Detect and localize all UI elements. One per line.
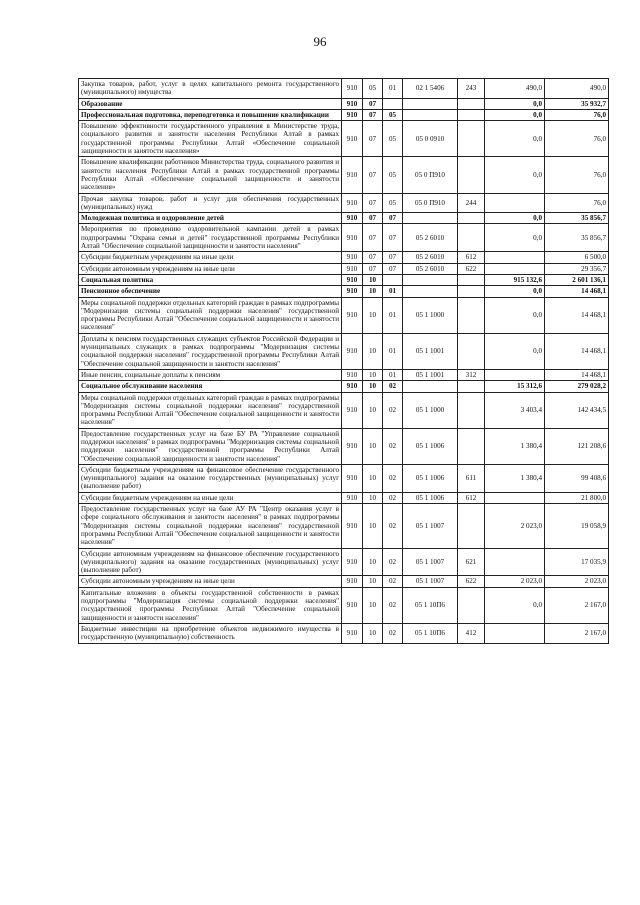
admin-code: 910 [342, 392, 363, 428]
section-code: 10 [363, 297, 383, 333]
target-article-code: 05 0 П910 [403, 157, 458, 193]
subsection-code: 07 [383, 252, 403, 263]
row-name: Образование [79, 98, 342, 109]
table-row [79, 121, 609, 157]
section-code: 10 [363, 464, 383, 492]
target-article-code: 05 0 П910 [403, 193, 458, 213]
subsection-code: 02 [383, 392, 403, 428]
subsection-code: 01 [383, 333, 403, 369]
table-row [79, 224, 609, 252]
section-code: 10 [363, 587, 383, 623]
target-article-code: 05 2 6010 [403, 263, 458, 274]
admin-code: 910 [342, 98, 363, 109]
row-name: Прочая закупка товаров, работ и услуг для обеспечения государственных (муниципальных) нужд [79, 193, 342, 213]
table-row [79, 213, 609, 224]
admin-code: 910 [342, 213, 363, 224]
target-article-code [403, 98, 458, 109]
expense-type-code: 612 [458, 252, 485, 263]
target-article-code: 05 0 0910 [403, 121, 458, 157]
expense-type-code [458, 504, 485, 548]
amount-1 [485, 252, 545, 263]
table-row [79, 193, 609, 213]
amount-2: 2 167,0 [545, 587, 609, 623]
expense-type-code [458, 121, 485, 157]
row-name: Пенсионное обеспечение [79, 286, 342, 297]
admin-code: 910 [342, 504, 363, 548]
amount-1 [485, 369, 545, 380]
expense-type-code [458, 98, 485, 109]
admin-code: 910 [342, 157, 363, 193]
target-article-code: 05 1 1000 [403, 297, 458, 333]
amount-2: 17 035,9 [545, 548, 609, 576]
admin-code: 910 [342, 252, 363, 263]
row-name: Мероприятия по проведению оздоровительной кампании детей в рамках подпрограммы "Охрана семьи и детей" государственной программы Республики Алтай "Обеспечение социальной защищенности и занятости населения" [79, 224, 342, 252]
expense-type-code [458, 274, 485, 285]
section-code: 10 [363, 492, 383, 503]
target-article-code: 05 1 1006 [403, 492, 458, 503]
amount-2: 76,0 [545, 109, 609, 120]
target-article-code: 05 1 1007 [403, 576, 458, 587]
table-row [79, 79, 609, 99]
amount-1: 1 380,4 [485, 464, 545, 492]
amount-1 [485, 492, 545, 503]
table-row [79, 286, 609, 297]
amount-1: 0,0 [485, 286, 545, 297]
amount-2: 21 800,0 [545, 492, 609, 503]
admin-code: 910 [342, 381, 363, 392]
section-code: 07 [363, 109, 383, 120]
subsection-code: 02 [383, 504, 403, 548]
row-name: Бюджетные инвестиции на приобретение объектов недвижимого имущества в государственную (муниципальную) собственность [79, 623, 342, 643]
amount-1: 915 132,6 [485, 274, 545, 285]
admin-code: 910 [342, 193, 363, 213]
amount-2: 490,0 [545, 79, 609, 99]
section-code: 10 [363, 428, 383, 464]
row-name: Субсидии автономным учреждениям на иные цели [79, 263, 342, 274]
subsection-code: 05 [383, 121, 403, 157]
amount-1 [485, 548, 545, 576]
table-row [79, 504, 609, 548]
target-article-code: 05 1 1007 [403, 548, 458, 576]
subsection-code: 02 [383, 587, 403, 623]
row-name: Субсидии автономным учреждениям на иные цели [79, 576, 342, 587]
expense-type-code [458, 224, 485, 252]
subsection-code: 05 [383, 193, 403, 213]
target-article-code: 05 1 1006 [403, 428, 458, 464]
admin-code: 910 [342, 492, 363, 503]
amount-1: 1 380,4 [485, 428, 545, 464]
expense-type-code: 412 [458, 623, 485, 643]
row-name: Повышение эффективности государственного управления в Министерстве труда, социального развития и занятости населения Республики Алтай в рамках государственной программы Республики Алтай «Обеспечение социальной защищенности и занятости населения» [79, 121, 342, 157]
target-article-code: 05 1 1007 [403, 504, 458, 548]
section-code: 10 [363, 369, 383, 380]
subsection-code [383, 274, 403, 285]
row-name: Социальное обслуживание населения [79, 381, 342, 392]
amount-2: 2 167,0 [545, 623, 609, 643]
subsection-code: 07 [383, 224, 403, 252]
amount-1: 0,0 [485, 213, 545, 224]
amount-1: 0,0 [485, 333, 545, 369]
admin-code: 910 [342, 623, 363, 643]
amount-1: 3 403,4 [485, 392, 545, 428]
table-row [79, 428, 609, 464]
section-code: 10 [363, 381, 383, 392]
amount-2: 14 468,1 [545, 297, 609, 333]
row-name: Иные пенсии, социальные доплаты к пенсиям [79, 369, 342, 380]
table-row [79, 392, 609, 428]
amount-2: 2 601 136,1 [545, 274, 609, 285]
amount-2: 142 434,5 [545, 392, 609, 428]
subsection-code: 01 [383, 286, 403, 297]
subsection-code: 05 [383, 109, 403, 120]
expense-type-code [458, 587, 485, 623]
amount-1: 2 023,0 [485, 576, 545, 587]
expense-type-code: 312 [458, 369, 485, 380]
page-number: 96 [313, 34, 327, 49]
subsection-code: 02 [383, 548, 403, 576]
expense-type-code: 611 [458, 464, 485, 492]
expense-type-code [458, 333, 485, 369]
admin-code: 910 [342, 121, 363, 157]
amount-2: 14 468,1 [545, 286, 609, 297]
expense-type-code: 244 [458, 193, 485, 213]
admin-code: 910 [342, 109, 363, 120]
target-article-code: 05 1 1001 [403, 369, 458, 380]
section-code: 10 [363, 504, 383, 548]
admin-code: 910 [342, 587, 363, 623]
target-article-code: 05 1 1001 [403, 333, 458, 369]
amount-1: 0,0 [485, 224, 545, 252]
admin-code: 910 [342, 79, 363, 99]
table-row [79, 274, 609, 285]
section-code: 07 [363, 121, 383, 157]
section-code: 07 [363, 193, 383, 213]
section-code: 10 [363, 286, 383, 297]
subsection-code: 01 [383, 297, 403, 333]
row-name: Меры социальной поддержки отдельных категорий граждан в рамках подпрограммы "Модернизация системы социальной поддержки населения" государственной программы Республики Алтай "Обеспечение социальной защищенности и занятости населения" [79, 392, 342, 428]
expense-type-code [458, 286, 485, 297]
admin-code: 910 [342, 576, 363, 587]
table-row [79, 333, 609, 369]
expense-type-code [458, 392, 485, 428]
subsection-code: 02 [383, 623, 403, 643]
table-row [79, 157, 609, 193]
table-row [79, 98, 609, 109]
subsection-code: 07 [383, 213, 403, 224]
target-article-code [403, 213, 458, 224]
target-article-code: 05 2 6010 [403, 252, 458, 263]
expense-type-code: 243 [458, 79, 485, 99]
subsection-code: 05 [383, 157, 403, 193]
section-code: 10 [363, 333, 383, 369]
amount-1: 490,0 [485, 79, 545, 99]
expense-type-code [458, 428, 485, 464]
row-name: Субсидии бюджетным учреждениям на финансовое обеспечение государственного (муниципального) задания на оказание государственных (муниципальных) услуг (выполнение работ) [79, 464, 342, 492]
table-row [79, 492, 609, 503]
expense-type-code [458, 297, 485, 333]
amount-1: 0,0 [485, 297, 545, 333]
target-article-code [403, 274, 458, 285]
table-row [79, 623, 609, 643]
section-code: 10 [363, 274, 383, 285]
amount-2: 35 856,7 [545, 224, 609, 252]
admin-code: 910 [342, 224, 363, 252]
expense-type-code: 621 [458, 548, 485, 576]
amount-2: 35 932,7 [545, 98, 609, 109]
amount-2: 76,0 [545, 157, 609, 193]
section-code: 07 [363, 213, 383, 224]
section-code: 10 [363, 576, 383, 587]
expense-type-code: 622 [458, 576, 485, 587]
row-name: Молодежная политика и оздоровление детей [79, 213, 342, 224]
expense-type-code [458, 157, 485, 193]
amount-2: 35 856,7 [545, 213, 609, 224]
table-row [79, 369, 609, 380]
row-name: Предоставление государственных услуг на базе АУ РА "Центр оказания услуг в сфере социального обслуживания и занятости населения" в рамках подпрограммы "Модернизация системы социальной поддержки населения" государственной программы Республики Алтай "Обеспечение социальной защищенности и занятости населения" [79, 504, 342, 548]
target-article-code: 05 1 1000 [403, 392, 458, 428]
subsection-code: 02 [383, 381, 403, 392]
admin-code: 910 [342, 333, 363, 369]
amount-2: 76,0 [545, 193, 609, 213]
section-code: 05 [363, 79, 383, 99]
admin-code: 910 [342, 286, 363, 297]
expense-type-code [458, 213, 485, 224]
subsection-code: 02 [383, 428, 403, 464]
admin-code: 910 [342, 464, 363, 492]
row-name: Доплаты к пенсиям государственных служащих субъектов Российской Федерации и муниципальных служащих в рамках подпрограммы "Модернизация системы социальной поддержки населения" государственной программы Республики Алтай "Обеспечение социальной защищенности и занятости населения" [79, 333, 342, 369]
section-code: 07 [363, 224, 383, 252]
amount-1: 2 023,0 [485, 504, 545, 548]
table-row [79, 252, 609, 263]
section-code: 07 [363, 98, 383, 109]
amount-1 [485, 623, 545, 643]
section-code: 10 [363, 392, 383, 428]
amount-2: 19 058,9 [545, 504, 609, 548]
target-article-code [403, 286, 458, 297]
row-name: Капитальные вложения в объекты государственной собственности в рамках подпрограммы "Модернизация системы социальной поддержки населения" государственной программы Республики Алтай "Обеспечение социальной защищенности и занятости населения" [79, 587, 342, 623]
amount-2: 14 468,1 [545, 333, 609, 369]
expense-type-code [458, 109, 485, 120]
subsection-code [383, 98, 403, 109]
amount-2: 99 408,6 [545, 464, 609, 492]
target-article-code: 05 1 10П6 [403, 623, 458, 643]
amount-1 [485, 193, 545, 213]
admin-code: 910 [342, 297, 363, 333]
amount-1: 0,0 [485, 98, 545, 109]
subsection-code: 01 [383, 79, 403, 99]
admin-code: 910 [342, 369, 363, 380]
amount-2: 6 500,0 [545, 252, 609, 263]
target-article-code: 05 1 1006 [403, 464, 458, 492]
row-name: Меры социальной поддержки отдельных категорий граждан в рамках подпрограммы "Модернизация системы социальной поддержки населения" государственной программы Республики Алтай "Обеспечение социальной защищенности и занятости населения" [79, 297, 342, 333]
expense-type-code: 622 [458, 263, 485, 274]
target-article-code: 02 1 5406 [403, 79, 458, 99]
row-name: Субсидии бюджетным учреждениям на иные цели [79, 492, 342, 503]
subsection-code: 02 [383, 464, 403, 492]
section-code: 10 [363, 548, 383, 576]
target-article-code [403, 109, 458, 120]
row-name: Повышение квалификации работников Министерства труда, социального развития и занятости населения Республики Алтай в рамках государственной программы Республики Алтай «Обеспечение социальной защищенности и занятости населения» [79, 157, 342, 193]
table-row [79, 297, 609, 333]
row-name: Субсидии бюджетным учреждениям на иные цели [79, 252, 342, 263]
amount-2: 279 028,2 [545, 381, 609, 392]
target-article-code: 05 2 6010 [403, 224, 458, 252]
amount-1: 0,0 [485, 157, 545, 193]
amount-2: 29 356,7 [545, 263, 609, 274]
admin-code: 910 [342, 428, 363, 464]
section-code: 07 [363, 157, 383, 193]
amount-1: 0,0 [485, 121, 545, 157]
admin-code: 910 [342, 548, 363, 576]
expense-type-code [458, 381, 485, 392]
subsection-code: 02 [383, 576, 403, 587]
budget-table [78, 78, 609, 644]
subsection-code: 07 [383, 263, 403, 274]
subsection-code: 02 [383, 492, 403, 503]
table-row [79, 548, 609, 576]
amount-2: 76,0 [545, 121, 609, 157]
amount-2: 2 023,0 [545, 576, 609, 587]
amount-1: 15 312,6 [485, 381, 545, 392]
table-row [79, 576, 609, 587]
table-row [79, 464, 609, 492]
row-name: Социальная политика [79, 274, 342, 285]
row-name: Закупка товаров, работ, услуг в целях капитального ремонта государственного (муниципального) имущества [79, 79, 342, 99]
table-row [79, 587, 609, 623]
row-name: Субсидии автономным учреждениям на финансовое обеспечение государственного (муниципального) задания на оказание государственных (муниципальных) услуг (выполнение работ) [79, 548, 342, 576]
amount-1: 0,0 [485, 587, 545, 623]
table-row [79, 109, 609, 120]
section-code: 10 [363, 623, 383, 643]
table-row [79, 381, 609, 392]
subsection-code: 01 [383, 369, 403, 380]
amount-1: 0,0 [485, 109, 545, 120]
section-code: 07 [363, 263, 383, 274]
expense-type-code: 612 [458, 492, 485, 503]
amount-2: 14 468,1 [545, 369, 609, 380]
admin-code: 910 [342, 274, 363, 285]
section-code: 07 [363, 252, 383, 263]
target-article-code [403, 381, 458, 392]
amount-2: 121 208,6 [545, 428, 609, 464]
table-row [79, 263, 609, 274]
row-name: Профессиональная подготовка, переподготовка и повышение квалификации [79, 109, 342, 120]
admin-code: 910 [342, 263, 363, 274]
target-article-code: 05 1 10П6 [403, 587, 458, 623]
row-name: Предоставление государственных услуг на базе БУ РА "Управление социальной поддержки населения" в рамках подпрограммы "Модернизация системы социальной поддержки населения" государственной программы Республики Алтай "Обеспечение социальной защищенности и занятости населения" [79, 428, 342, 464]
amount-1 [485, 263, 545, 274]
